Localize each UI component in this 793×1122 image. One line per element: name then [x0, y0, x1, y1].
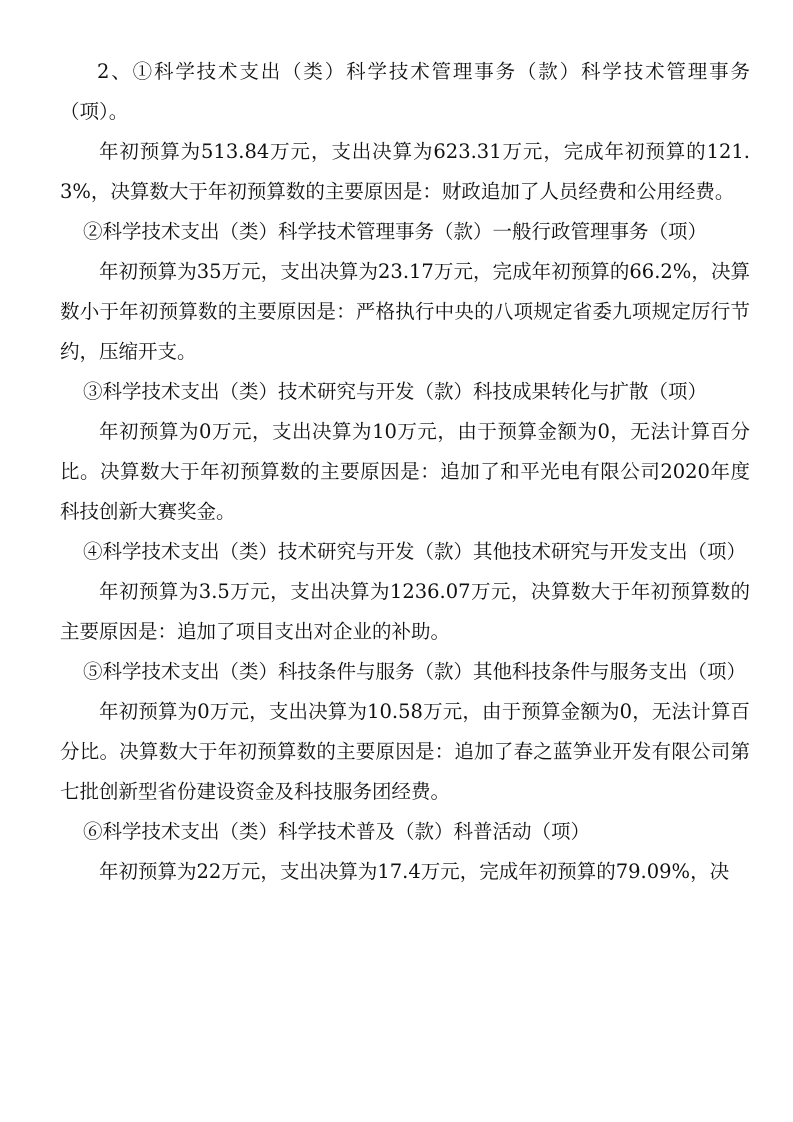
- section-body-1: 年初预算为513.84万元，支出决算为623.31万元，完成年初预算的121.3%，决算数大于年初预算数的主要原因是：财政追加了人员经费和公用经费。: [60, 140, 750, 203]
- section-heading-3: ③科学技术支出（类）技术研究与开发（款）科技成果转化与扩散（项）: [83, 380, 708, 403]
- section-heading-2: ②科学技术支出（类）科学技术管理事务（款）一般行政管理事务（项）: [83, 220, 708, 243]
- section-heading-1: 2、①科学技术支出（类）科学技术管理事务（款）科学技术管理事务（项）。: [60, 60, 750, 123]
- section-heading-5: ⑤科学技术支出（类）科技条件与服务（款）其他科技条件与服务支出（项）: [83, 660, 747, 683]
- document-body: [60, 52, 750, 892]
- section-body-6: 年初预算为22万元，支出决算为17.4万元，完成年初预算的79.09%，决: [99, 860, 730, 883]
- section-heading-6: ⑥科学技术支出（类）科学技术普及（款）科普活动（项）: [83, 820, 591, 843]
- section-body-2: 年初预算为35万元，支出决算为23.17万元，完成年初预算的66.2%，决算数小于年初预算数的主要原因是：严格执行中央的八项规定省委九项规定厉行节约，压缩开支。: [60, 260, 750, 363]
- section-body-3: 年初预算为0万元，支出决算为10万元，由于预算金额为0，无法计算百分比。决算数大于年初预算数的主要原因是：追加了和平光电有限公司2020年度科技创新大赛奖金。: [60, 420, 750, 523]
- section-body-4: 年初预算为3.5万元，支出决算为1236.07万元，决算数大于年初预算数的主要原因是：追加了项目支出对企业的补助。: [60, 580, 750, 643]
- section-heading-4: ④科学技术支出（类）技术研究与开发（款）其他技术研究与开发支出（项）: [83, 540, 747, 563]
- section-body-5: 年初预算为0万元，支出决算为10.58万元，由于预算金额为0，无法计算百分比。决算数大于年初预算数的主要原因是：追加了春之蓝笋业开发有限公司第七批创新型省份建设资金及科技服务团经费。: [60, 700, 750, 803]
